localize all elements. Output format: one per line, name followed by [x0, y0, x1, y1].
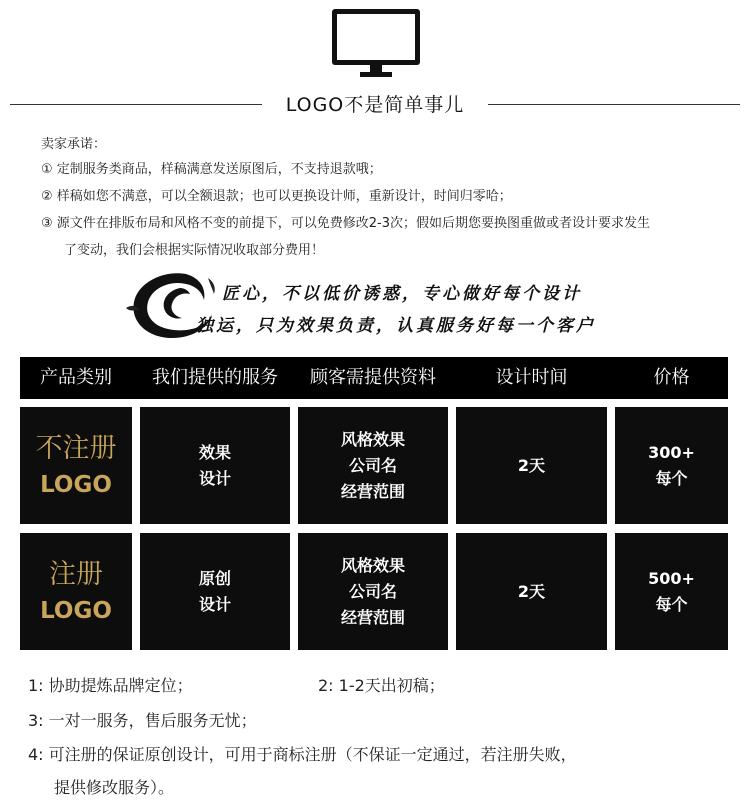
- materials-text: 风格效果: [340, 429, 405, 449]
- note-item: 3: 一对一服务，售后服务无忧；: [28, 711, 257, 730]
- table-cell-category: [20, 407, 132, 524]
- table-header: [20, 357, 728, 399]
- service-text: 设计: [198, 468, 231, 488]
- materials-text: 风格效果: [340, 555, 405, 575]
- materials-text: 公司名: [348, 455, 397, 475]
- note-item: 提供修改服务）。: [54, 778, 175, 797]
- header-divider-left: [10, 104, 262, 105]
- table-cell-time: [456, 407, 607, 524]
- materials-text: 经营范围: [340, 607, 405, 627]
- table-cell-price: [615, 533, 728, 650]
- price-text: 300+: [648, 442, 695, 462]
- table-cell-materials: [298, 533, 448, 650]
- promise-heading: 卖家承诺：: [41, 137, 107, 152]
- header-divider-right: [488, 104, 740, 105]
- time-text: 2天: [517, 455, 546, 475]
- service-text: 效果: [198, 442, 231, 462]
- time-text: 2天: [517, 581, 546, 601]
- materials-text: 经营范围: [340, 481, 405, 501]
- table-cell-category: [20, 533, 132, 650]
- note-item: 1: 协助提炼品牌定位；: [28, 676, 193, 695]
- column-header-time: 设计时间: [495, 367, 568, 388]
- table-cell-service: [140, 533, 290, 650]
- promise-item: ② 样稿如您不满意，可以全额退款；也可以更换设计师，重新设计，时间归零哈；: [41, 189, 512, 204]
- category-label: LOGO: [40, 471, 112, 498]
- price-text: 500+: [648, 568, 695, 588]
- column-header-service: 我们提供的服务: [152, 367, 278, 388]
- monitor-icon: [330, 7, 422, 79]
- column-header-category: 产品类别: [40, 367, 112, 388]
- column-header-price: 价格: [653, 367, 690, 388]
- column-header-materials: 顾客需提供资料: [310, 367, 436, 388]
- service-text: 原创: [198, 568, 231, 588]
- category-label: LOGO: [40, 597, 112, 624]
- price-unit: 每个: [655, 468, 688, 488]
- page-title: LOGO不是简单事儿: [285, 94, 465, 116]
- service-text: 设计: [198, 594, 231, 614]
- category-label: 注册: [49, 558, 103, 590]
- slogan-line-2: 独运，只为效果负责，认真服务好每一个客户: [196, 316, 596, 336]
- table-cell-price: [615, 407, 728, 524]
- note-item: 4: 可注册的保证原创设计，可用于商标注册（不保证一定通过，若注册失败，: [28, 745, 577, 764]
- price-unit: 每个: [655, 594, 688, 614]
- promise-item: ③ 源文件在排版布局和风格不变的前提下，可以免费修改2-3次；假如后期您要换图重做或者设计要求发生: [41, 216, 651, 231]
- note-item: 2: 1-2天出初稿；: [318, 676, 445, 695]
- category-label: 不注册: [35, 432, 117, 464]
- table-cell-time: [456, 533, 607, 650]
- promise-item: ① 定制服务类商品，样稿满意发送原图后，不支持退款哦；: [41, 162, 382, 177]
- materials-text: 公司名: [348, 581, 397, 601]
- table-cell-materials: [298, 407, 448, 524]
- promise-item: 了变动，我们会根据实际情况收取部分费用！: [64, 243, 325, 258]
- slogan-line-1: 匠心，不以低价诱惑，专心做好每个设计: [222, 284, 582, 304]
- table-cell-service: [140, 407, 290, 524]
